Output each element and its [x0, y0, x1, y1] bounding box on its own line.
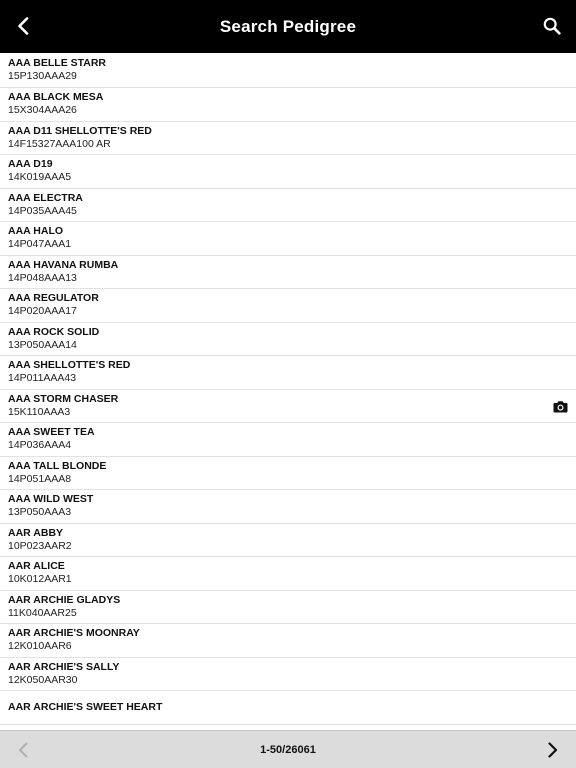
- pedigree-name: AAA HALO: [8, 225, 64, 238]
- list-item[interactable]: [0, 189, 576, 223]
- pedigree-name: AAA D11 SHELLOTTE'S RED: [8, 124, 152, 137]
- list-item[interactable]: [0, 53, 576, 88]
- list-item[interactable]: [0, 356, 576, 390]
- registration-number: 12K010AAR6: [8, 640, 72, 653]
- list-item[interactable]: [0, 256, 576, 290]
- registration-number: 13P050AAA14: [8, 338, 77, 351]
- pedigree-name: AAA ROCK SOLID: [8, 325, 100, 338]
- list-item[interactable]: [0, 289, 576, 323]
- registration-number: 15P130AAA29: [8, 70, 77, 82]
- registration-number: 14F15327AAA100 AR: [8, 137, 111, 150]
- pedigree-name: AAR ARCHIE'S SWEET HEART: [8, 700, 163, 713]
- registration-number: 14P020AAA17: [8, 305, 77, 318]
- registration-number: 10P023AAR2: [8, 539, 72, 552]
- pagination-label: 1-50/26061: [260, 743, 316, 756]
- pedigree-name: AAR ALICE: [8, 560, 65, 573]
- pedigree-name: AAA BLACK MESA: [8, 91, 104, 104]
- pedigree-name: AAA D19: [8, 158, 53, 171]
- registration-number: 14P011AAA43: [8, 372, 77, 385]
- registration-number: 14P047AAA1: [8, 238, 72, 251]
- registration-number: 11K040AAR25: [8, 606, 77, 619]
- search-icon: [543, 17, 561, 35]
- list-item[interactable]: [0, 323, 576, 357]
- list-item[interactable]: [0, 691, 576, 725]
- list-item[interactable]: [0, 490, 576, 524]
- registration-number: 14P035AAA45: [8, 204, 77, 217]
- previous-page-button[interactable]: [14, 740, 32, 760]
- list-item[interactable]: [0, 423, 576, 457]
- pedigree-name: AAR ARCHIE GLADYS: [8, 593, 121, 606]
- registration-number: 14P048AAA13: [8, 271, 77, 284]
- pagination-toolbar: [0, 730, 576, 768]
- list-item[interactable]: [0, 222, 576, 256]
- pedigree-name: AAA SHELLOTTE'S RED: [8, 359, 131, 372]
- pedigree-name: AAA STORM CHASER: [8, 392, 119, 405]
- registration-number: 10K012AAR1: [8, 573, 72, 586]
- camera-icon: [553, 400, 568, 413]
- registration-number: 14P036AAA4: [8, 439, 72, 452]
- pedigree-name: AAA SWEET TEA: [8, 426, 95, 439]
- list-item[interactable]: [0, 457, 576, 491]
- registration-number: 15K110AAA3: [8, 405, 71, 418]
- list-item[interactable]: [0, 557, 576, 591]
- pedigree-name: AAA BELLE STARR: [8, 57, 106, 69]
- next-page-button[interactable]: [544, 740, 562, 760]
- list-item[interactable]: [0, 524, 576, 558]
- list-item[interactable]: [0, 624, 576, 658]
- list-item[interactable]: [0, 658, 576, 692]
- pedigree-name: AAR ABBY: [8, 526, 64, 539]
- registration-number: 14K019AAA5: [8, 171, 72, 184]
- list-item[interactable]: [0, 390, 576, 424]
- pedigree-list[interactable]: [0, 53, 576, 730]
- list-item[interactable]: [0, 591, 576, 625]
- pedigree-name: AAA HAVANA RUMBA: [8, 258, 119, 271]
- pedigree-name: AAR ARCHIE'S SALLY: [8, 660, 120, 673]
- chevron-left-icon: [18, 742, 28, 758]
- pedigree-name: AAA ELECTRA: [8, 191, 83, 204]
- navigation-bar: [0, 0, 576, 53]
- chevron-left-icon: [17, 17, 29, 35]
- pedigree-name: AAA TALL BLONDE: [8, 459, 107, 472]
- back-button[interactable]: [12, 15, 34, 37]
- registration-number: 13P050AAA3: [8, 506, 72, 519]
- registration-number: 15X304AAA26: [8, 104, 77, 117]
- pedigree-name: AAR ARCHIE'S MOONRAY: [8, 627, 140, 640]
- registration-number: 12K050AAR30: [8, 673, 78, 686]
- chevron-right-icon: [548, 742, 558, 758]
- search-button[interactable]: [540, 14, 564, 38]
- registration-number: 14P051AAA8: [8, 472, 72, 485]
- pedigree-name: AAA WILD WEST: [8, 493, 94, 506]
- list-item[interactable]: [0, 88, 576, 122]
- list-item[interactable]: [0, 155, 576, 189]
- pedigree-name: AAA REGULATOR: [8, 292, 99, 305]
- page-title: Search Pedigree: [219, 16, 357, 36]
- list-item[interactable]: [0, 122, 576, 156]
